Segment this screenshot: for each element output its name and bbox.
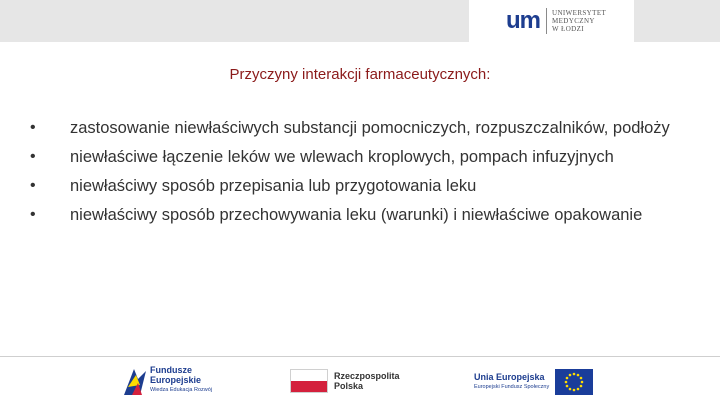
bullet-icon: • xyxy=(30,119,36,136)
fe-text xyxy=(150,365,212,395)
ue-line-1: Unia Europejska xyxy=(474,372,545,382)
fe-line-1: Fundusze xyxy=(150,365,192,375)
bullet-icon: • xyxy=(30,177,36,194)
list-item-text: niewłaściwy sposób przechowywania leku (warunki) i niewłaściwe opakowanie xyxy=(70,206,643,224)
ue-text xyxy=(474,372,549,392)
university-logo xyxy=(469,0,634,42)
rzeczpospolita-logo xyxy=(290,369,400,393)
list-item xyxy=(30,118,720,138)
logo-text xyxy=(552,9,606,33)
polish-flag-icon xyxy=(290,369,328,393)
logo-line-1: UNIWERSYTET xyxy=(552,9,607,17)
bullet-icon: • xyxy=(30,148,36,165)
list-item xyxy=(30,176,720,196)
list-item xyxy=(30,147,720,167)
logo-line-3: W ŁODZI xyxy=(552,25,585,33)
fundusze-europejskie-logo xyxy=(124,365,212,395)
ue-subtitle: Europejski Fundusz Społeczny xyxy=(474,384,550,390)
fe-star-icon xyxy=(124,365,146,395)
rp-line-2: Polska xyxy=(334,381,364,391)
list-item-text: zastosowanie niewłaściwych substancji pomocniczych, rozpuszczalników, podłoży xyxy=(70,119,670,137)
list-item-text: niewłaściwy sposób przepisania lub przygotowania leku xyxy=(70,177,477,195)
rp-text xyxy=(334,371,400,391)
logo-line-2: MEDYCZNY xyxy=(552,17,595,25)
um-logo-mark: um xyxy=(506,7,540,34)
list-item-text: niewłaściwe łączenie leków we wlewach kroplowych, pompach infuzyjnych xyxy=(70,148,614,166)
rp-line-1: Rzeczpospolita xyxy=(334,371,400,381)
bullet-icon: • xyxy=(30,206,36,223)
eu-flag-icon xyxy=(555,369,593,395)
list-item xyxy=(30,205,720,225)
funding-footer xyxy=(0,357,720,405)
slide-title: Przyczyny interakcji farmaceutycznych: xyxy=(229,66,491,83)
unia-europejska-logo xyxy=(474,369,593,395)
fe-line-2: Europejskie xyxy=(150,375,202,385)
fe-subtitle: Wiedza Edukacja Rozwój xyxy=(150,387,213,393)
bullet-list xyxy=(30,118,720,234)
logo-divider xyxy=(546,8,547,34)
